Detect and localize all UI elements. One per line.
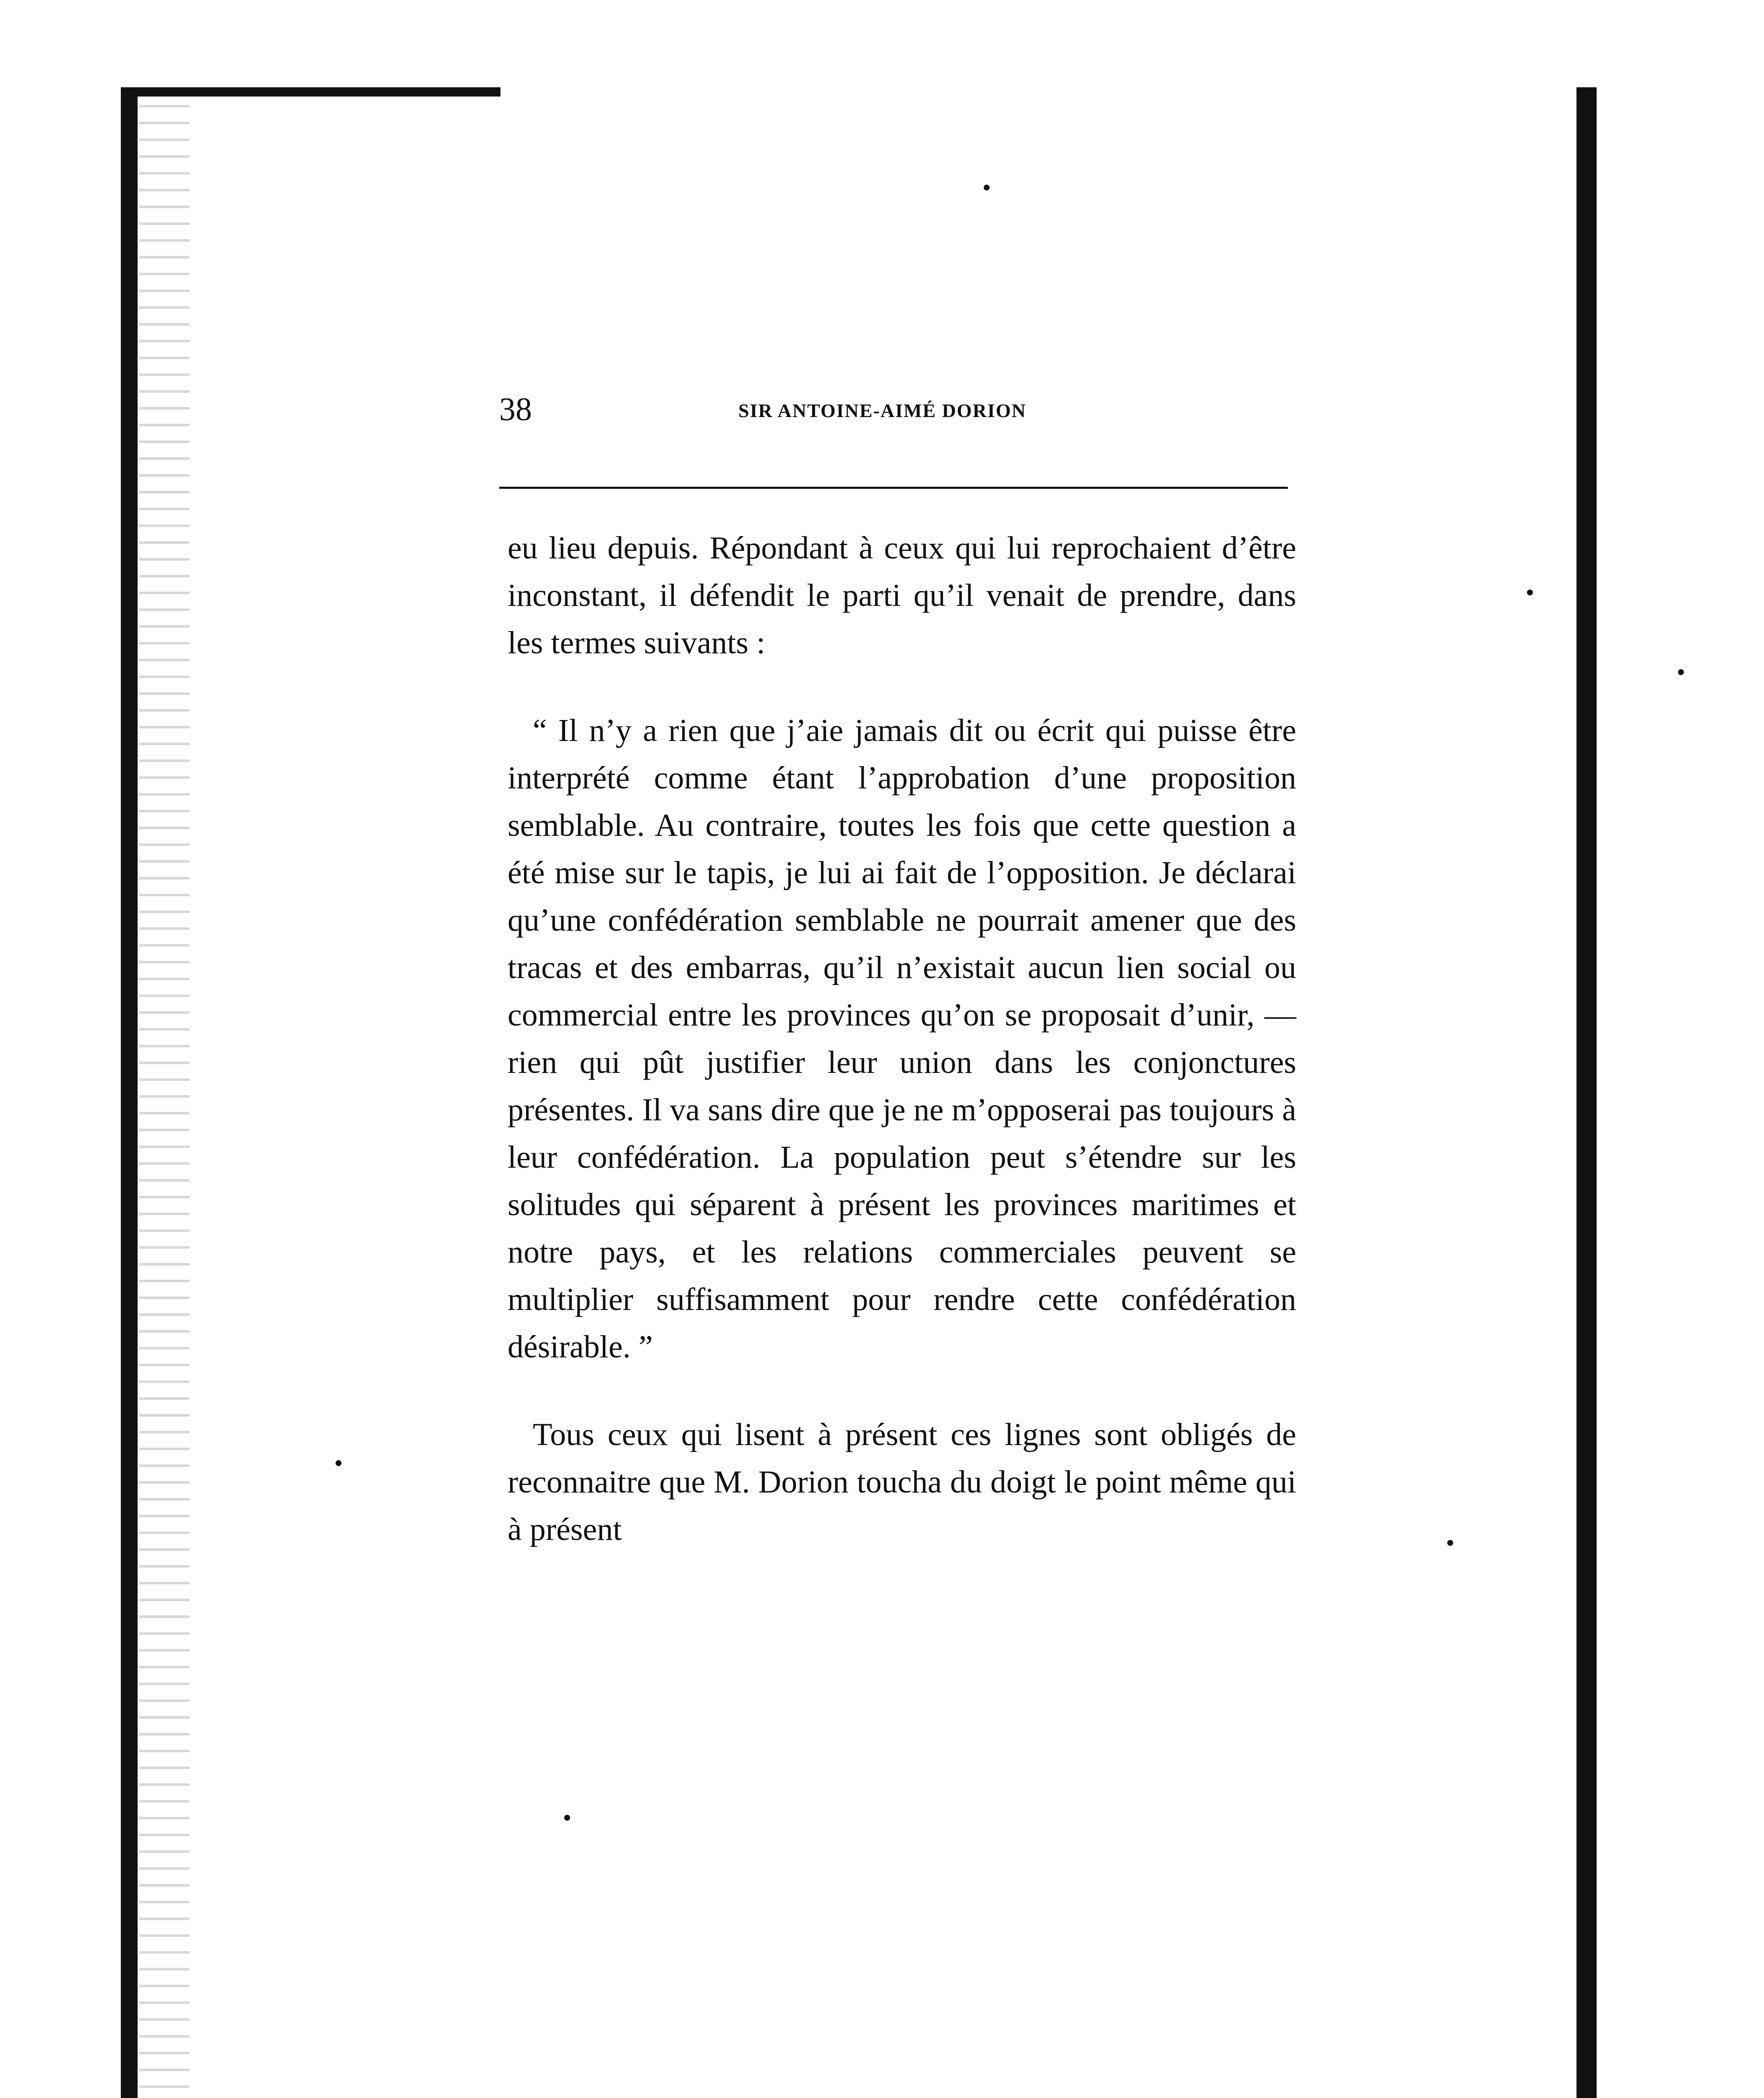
scan-speck xyxy=(336,1460,341,1466)
header-rule xyxy=(499,487,1288,489)
page-number: 38 xyxy=(499,391,532,427)
body-text xyxy=(508,524,1296,1553)
running-head: SIR ANTOINE-AIMÉ DORION xyxy=(738,400,1027,421)
paragraph: eu lieu depuis. Répondant à ceux qui lui reprochaient d’être inconstant, il défendit le parti qu’il venait de prendre, dans les termes suivants : xyxy=(508,530,1296,660)
scan-speck xyxy=(564,1815,570,1821)
scan-left-grain xyxy=(139,105,190,2098)
scan-speck xyxy=(984,185,990,190)
page-header xyxy=(499,390,1288,428)
scan-speck xyxy=(1527,590,1533,595)
quotation-paragraph: “ Il n’y a rien que j’aie jamais dit ou écrit qui puisse être interprété comme étant l’approbation d’une proposition semblable. Au contraire, toutes les fois que cette question a été mise sur le tapis, je lui ai fait de l’opposition. Je déclarai qu’une confédération semblable ne pourrait amener que des tracas et des embarras, qu’il n’existait aucun lien social ou commercial entre les provinces qu’on se proposait d’unir, — rien qui pût justifier leur union dans les conjonctures présentes. Il va sans dire que je ne m’opposerai pas toujours à leur confédération. La population peut s’étendre sur les solitudes qui séparent à présent les provinces maritimes et notre pays, et les relations commerciales peuvent se multiplier suffisamment pour rendre cette confédération désirable. ” xyxy=(508,713,1296,1365)
scan-speck xyxy=(1447,1540,1453,1546)
paragraph: Tous ceux qui lisent à présent ces lignes sont obligés de reconnaitre que M. Dorion toucha du doigt le point même qui à présent xyxy=(508,1417,1296,1547)
scan-right-bar xyxy=(1576,87,1597,2098)
scan-left-edge xyxy=(121,87,138,2098)
scan-top-bar xyxy=(121,87,500,97)
scan-speck xyxy=(1678,669,1684,675)
